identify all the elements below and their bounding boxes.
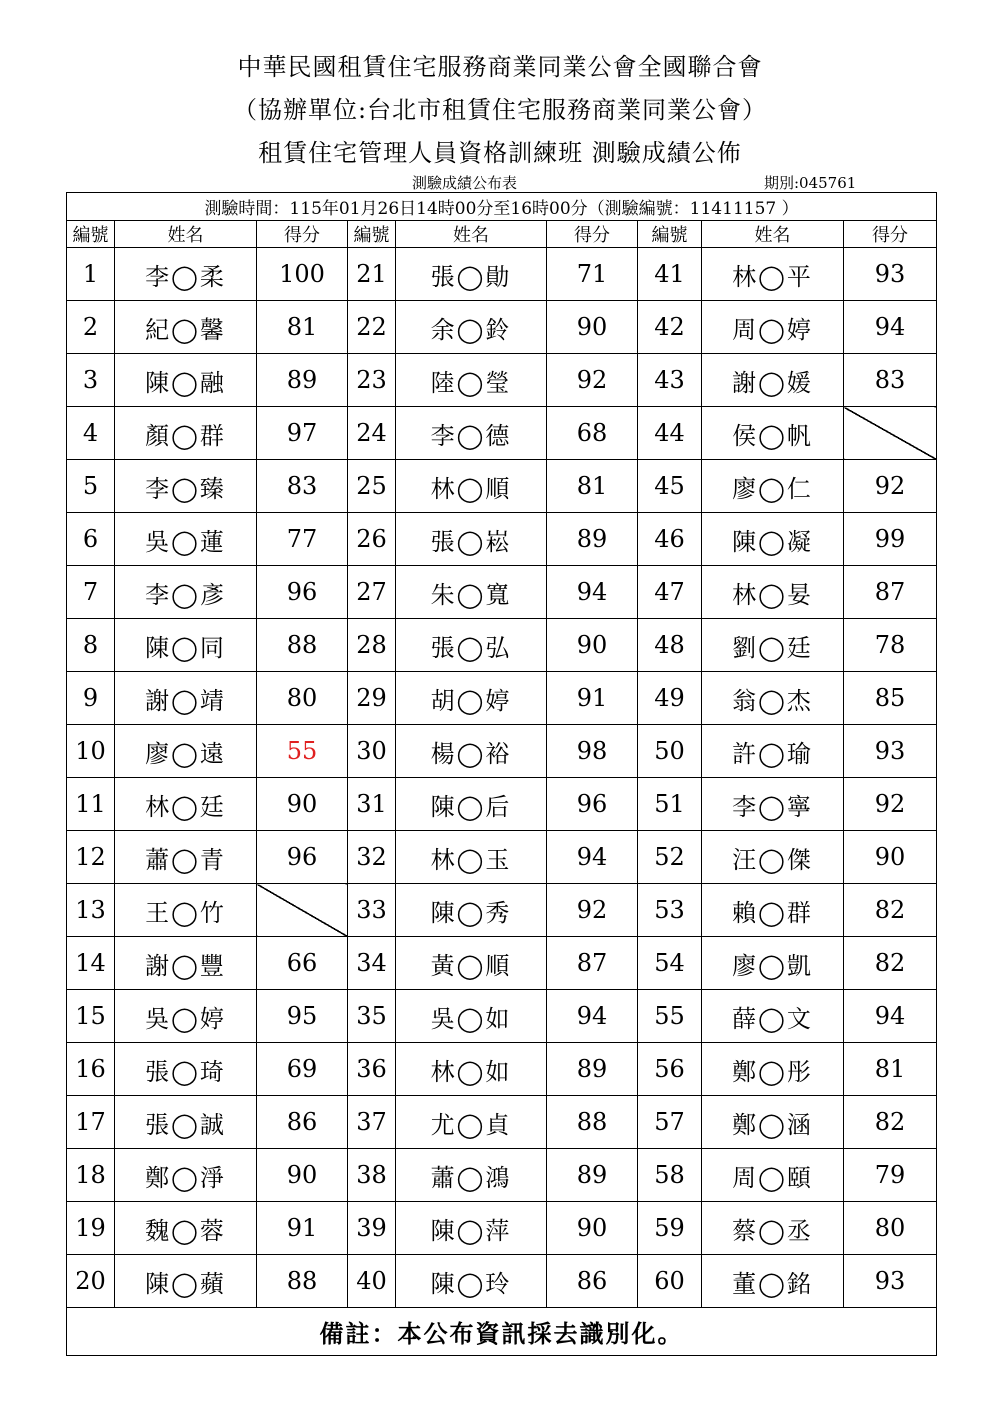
student-score: 90: [547, 301, 638, 354]
student-number: 33: [348, 884, 396, 937]
student-number: 22: [348, 301, 396, 354]
student-number: 21: [348, 248, 396, 301]
score-table: [66, 192, 937, 1356]
table-row: [67, 513, 937, 566]
student-name: 胡◯婷: [396, 672, 547, 725]
student-number: 51: [638, 778, 702, 831]
student-score: 83: [257, 460, 348, 513]
student-score: 93: [844, 248, 937, 301]
student-name: 蔡◯丞: [702, 1202, 844, 1255]
student-name: 賴◯群: [702, 884, 844, 937]
student-name: 林◯平: [702, 248, 844, 301]
student-name: 董◯銘: [702, 1255, 844, 1308]
student-score: 90: [547, 1202, 638, 1255]
table-row: [67, 566, 937, 619]
student-name: 陳◯后: [396, 778, 547, 831]
table-row: [67, 1096, 937, 1149]
column-header: 得分: [257, 221, 348, 248]
student-score: 92: [844, 778, 937, 831]
student-score: 92: [844, 460, 937, 513]
student-name: 陳◯玲: [396, 1255, 547, 1308]
student-name: 劉◯廷: [702, 619, 844, 672]
student-name: 林◯妟: [702, 566, 844, 619]
table-row: [67, 1255, 937, 1308]
student-score: 98: [547, 725, 638, 778]
note-row: [67, 1308, 937, 1356]
table-row: [67, 937, 937, 990]
student-number: 39: [348, 1202, 396, 1255]
student-score: 95: [257, 990, 348, 1043]
student-number: 4: [67, 407, 115, 460]
student-number: 41: [638, 248, 702, 301]
student-number: 11: [67, 778, 115, 831]
student-score: 68: [547, 407, 638, 460]
co-organizer-line: （協辦單位:台北市租賃住宅服務商業同業公會）: [232, 96, 768, 124]
student-score: 91: [547, 672, 638, 725]
student-score: 94: [547, 566, 638, 619]
student-number: 45: [638, 460, 702, 513]
student-score: 96: [257, 831, 348, 884]
student-score: 88: [257, 619, 348, 672]
student-name: 廖◯仁: [702, 460, 844, 513]
student-score: 90: [257, 1149, 348, 1202]
student-score: 78: [844, 619, 937, 672]
student-name: 李◯寧: [702, 778, 844, 831]
student-name: 楊◯裕: [396, 725, 547, 778]
student-score: 80: [844, 1202, 937, 1255]
student-name: 尤◯貞: [396, 1096, 547, 1149]
column-header: 得分: [547, 221, 638, 248]
student-name: 朱◯寬: [396, 566, 547, 619]
student-score: 89: [257, 354, 348, 407]
student-score: [844, 407, 937, 460]
document-title: 租賃住宅管理人員資格訓練班 測驗成績公佈: [258, 139, 742, 167]
student-name: 陳◯同: [115, 619, 257, 672]
student-name: 李◯彥: [115, 566, 257, 619]
student-number: 1: [67, 248, 115, 301]
student-number: 31: [348, 778, 396, 831]
table-row: [67, 1043, 937, 1096]
student-number: 17: [67, 1096, 115, 1149]
student-score: 86: [547, 1255, 638, 1308]
student-number: 60: [638, 1255, 702, 1308]
student-number: 35: [348, 990, 396, 1043]
student-number: 19: [67, 1202, 115, 1255]
student-score: 94: [547, 990, 638, 1043]
student-score: 97: [257, 407, 348, 460]
column-header: 編號: [67, 221, 115, 248]
student-number: 24: [348, 407, 396, 460]
student-name: 蕭◯鴻: [396, 1149, 547, 1202]
student-name: 余◯鈴: [396, 301, 547, 354]
student-number: 12: [67, 831, 115, 884]
column-header-row: [67, 221, 937, 248]
student-name: 汪◯傑: [702, 831, 844, 884]
student-number: 58: [638, 1149, 702, 1202]
student-name: 張◯崧: [396, 513, 547, 566]
student-name: 紀◯馨: [115, 301, 257, 354]
student-number: 29: [348, 672, 396, 725]
student-score: 94: [844, 301, 937, 354]
student-name: 林◯順: [396, 460, 547, 513]
student-number: 14: [67, 937, 115, 990]
student-number: 5: [67, 460, 115, 513]
student-score: 90: [844, 831, 937, 884]
student-number: 8: [67, 619, 115, 672]
student-name: 林◯廷: [115, 778, 257, 831]
student-score: 91: [257, 1202, 348, 1255]
student-number: 49: [638, 672, 702, 725]
student-name: 張◯誠: [115, 1096, 257, 1149]
table-row: [67, 619, 937, 672]
column-header: 姓名: [702, 221, 844, 248]
column-header: 編號: [638, 221, 702, 248]
student-number: 7: [67, 566, 115, 619]
student-name: 陸◯瑩: [396, 354, 547, 407]
student-score: 87: [844, 566, 937, 619]
student-number: 10: [67, 725, 115, 778]
student-name: 陳◯蘋: [115, 1255, 257, 1308]
student-score: 80: [257, 672, 348, 725]
table-row: [67, 460, 937, 513]
student-score: 77: [257, 513, 348, 566]
student-score: 99: [844, 513, 937, 566]
student-name: 林◯如: [396, 1043, 547, 1096]
student-number: 9: [67, 672, 115, 725]
student-name: 許◯瑜: [702, 725, 844, 778]
student-number: 44: [638, 407, 702, 460]
student-score: 93: [844, 1255, 937, 1308]
table-caption: 測驗成績公布表: [412, 174, 518, 192]
student-name: 謝◯豐: [115, 937, 257, 990]
student-number: 30: [348, 725, 396, 778]
table-row: [67, 831, 937, 884]
student-score: 81: [257, 301, 348, 354]
table-row: [67, 1149, 937, 1202]
student-name: 張◯弘: [396, 619, 547, 672]
student-number: 6: [67, 513, 115, 566]
student-name: 吳◯婷: [115, 990, 257, 1043]
student-number: 56: [638, 1043, 702, 1096]
student-score: 82: [844, 884, 937, 937]
student-number: 46: [638, 513, 702, 566]
student-number: 55: [638, 990, 702, 1043]
student-name: 陳◯凝: [702, 513, 844, 566]
student-number: 48: [638, 619, 702, 672]
student-name: 黃◯順: [396, 937, 547, 990]
student-score: 94: [547, 831, 638, 884]
student-name: 張◯勛: [396, 248, 547, 301]
student-name: 謝◯靖: [115, 672, 257, 725]
student-score: 82: [844, 937, 937, 990]
student-score: 90: [257, 778, 348, 831]
column-header: 姓名: [115, 221, 257, 248]
student-score: 88: [257, 1255, 348, 1308]
table-row: [67, 672, 937, 725]
session-number: 期別:045761: [764, 174, 857, 192]
student-score: 79: [844, 1149, 937, 1202]
table-row: [67, 354, 937, 407]
student-number: 40: [348, 1255, 396, 1308]
student-score: 85: [844, 672, 937, 725]
student-number: 25: [348, 460, 396, 513]
student-number: 42: [638, 301, 702, 354]
student-score: 96: [547, 778, 638, 831]
student-score: 90: [547, 619, 638, 672]
student-number: 27: [348, 566, 396, 619]
student-number: 32: [348, 831, 396, 884]
student-name: 鄭◯彤: [702, 1043, 844, 1096]
student-score: 94: [844, 990, 937, 1043]
student-name: 侯◯帆: [702, 407, 844, 460]
student-name: 陳◯融: [115, 354, 257, 407]
student-number: 53: [638, 884, 702, 937]
table-row: [67, 778, 937, 831]
student-score: [257, 884, 348, 937]
student-number: 36: [348, 1043, 396, 1096]
student-score: 66: [257, 937, 348, 990]
student-name: 廖◯遠: [115, 725, 257, 778]
student-number: 50: [638, 725, 702, 778]
student-name: 陳◯萍: [396, 1202, 547, 1255]
table-row: [67, 407, 937, 460]
student-name: 薛◯文: [702, 990, 844, 1043]
student-name: 周◯頤: [702, 1149, 844, 1202]
student-number: 20: [67, 1255, 115, 1308]
student-name: 李◯德: [396, 407, 547, 460]
student-name: 周◯婷: [702, 301, 844, 354]
student-number: 23: [348, 354, 396, 407]
column-header: 得分: [844, 221, 937, 248]
student-score: 82: [844, 1096, 937, 1149]
student-name: 翁◯杰: [702, 672, 844, 725]
table-row: [67, 725, 937, 778]
table-row: [67, 884, 937, 937]
student-number: 38: [348, 1149, 396, 1202]
student-score: 87: [547, 937, 638, 990]
student-name: 魏◯蓉: [115, 1202, 257, 1255]
student-score: 83: [844, 354, 937, 407]
student-score: 92: [547, 884, 638, 937]
student-number: 43: [638, 354, 702, 407]
student-number: 3: [67, 354, 115, 407]
exam-info: 測驗時間：115年01月26日14時00分至16時00分（測驗編號：11411157 ）: [67, 193, 937, 221]
student-name: 李◯柔: [115, 248, 257, 301]
table-row: [67, 301, 937, 354]
student-score: 89: [547, 513, 638, 566]
student-score: 71: [547, 248, 638, 301]
student-name: 吳◯蓮: [115, 513, 257, 566]
student-number: 16: [67, 1043, 115, 1096]
student-number: 34: [348, 937, 396, 990]
deidentification-note: 備註：本公布資訊採去識別化。: [67, 1308, 937, 1356]
table-row: [67, 1202, 937, 1255]
student-score: 89: [547, 1043, 638, 1096]
student-name: 王◯竹: [115, 884, 257, 937]
column-header: 編號: [348, 221, 396, 248]
student-score: 89: [547, 1149, 638, 1202]
student-name: 顏◯群: [115, 407, 257, 460]
student-name: 林◯玉: [396, 831, 547, 884]
column-header: 姓名: [396, 221, 547, 248]
student-score: 55: [257, 725, 348, 778]
exam-info-row: [67, 193, 937, 221]
student-name: 陳◯秀: [396, 884, 547, 937]
student-score: 81: [547, 460, 638, 513]
student-score: 88: [547, 1096, 638, 1149]
student-score: 86: [257, 1096, 348, 1149]
student-number: 15: [67, 990, 115, 1043]
student-number: 2: [67, 301, 115, 354]
student-score: 93: [844, 725, 937, 778]
student-name: 鄭◯涵: [702, 1096, 844, 1149]
student-number: 13: [67, 884, 115, 937]
student-number: 47: [638, 566, 702, 619]
student-number: 28: [348, 619, 396, 672]
student-score: 100: [257, 248, 348, 301]
student-score: 92: [547, 354, 638, 407]
student-score: 69: [257, 1043, 348, 1096]
student-number: 59: [638, 1202, 702, 1255]
student-name: 李◯臻: [115, 460, 257, 513]
student-number: 52: [638, 831, 702, 884]
student-name: 鄭◯淨: [115, 1149, 257, 1202]
student-name: 吳◯如: [396, 990, 547, 1043]
student-score: 96: [257, 566, 348, 619]
student-name: 張◯琦: [115, 1043, 257, 1096]
student-name: 廖◯凱: [702, 937, 844, 990]
federation-title: 中華民國租賃住宅服務商業同業公會全國聯合會: [237, 53, 763, 81]
student-name: 蕭◯青: [115, 831, 257, 884]
student-number: 57: [638, 1096, 702, 1149]
student-number: 37: [348, 1096, 396, 1149]
student-name: 謝◯媛: [702, 354, 844, 407]
student-number: 26: [348, 513, 396, 566]
table-row: [67, 990, 937, 1043]
student-number: 18: [67, 1149, 115, 1202]
table-row: [67, 248, 937, 301]
student-score: 81: [844, 1043, 937, 1096]
student-number: 54: [638, 937, 702, 990]
